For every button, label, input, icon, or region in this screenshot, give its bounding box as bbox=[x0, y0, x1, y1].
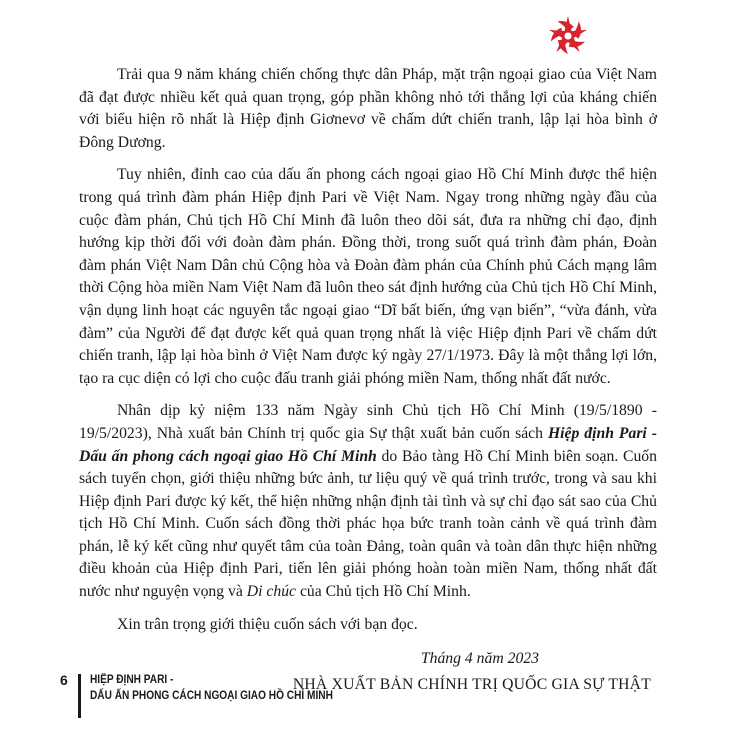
page-footer bbox=[60, 672, 460, 716]
running-title-line-2: DẤU ẤN PHONG CÁCH NGOẠI GIAO HỒ CHÍ MINH bbox=[90, 690, 333, 702]
paragraph-3-text-c: của Chủ tịch Hồ Chí Minh. bbox=[296, 583, 471, 601]
publication-date: Tháng 4 năm 2023 bbox=[420, 650, 539, 668]
book-title: Hiệp định Pari - Dấu ấn phong cách ngoại giao Hồ Chí Minh bbox=[79, 424, 657, 465]
page-body bbox=[79, 64, 657, 696]
paragraph-3 bbox=[79, 400, 657, 603]
paragraph-3-text-b: do Bảo tàng Hồ Chí Minh biên soạn. Cuốn sách tuyển chọn, giới thiệu những bức ảnh, tư liệu quý về quá trình trước, trong và sau khi Hiệp định Pari được ký kết, thể hiện những nhận định tài tình và sự chỉ đạo sát sao của Chủ tịch Hồ Chí Minh. Cuốn sách đồng thời phác họa bức tranh toàn cảnh về quá trình đàm phán, lễ ký kết cũng như quyết tâm của toàn Đảng, toàn quân và toàn dân thực hiện những điều khoản của Hiệp định Pari, tiến lên giải phóng hoàn toàn miền Nam, thống nhất đất nước như nguyện vọng và bbox=[79, 447, 657, 601]
paragraph-1: Trải qua 9 năm kháng chiến chống thực dân Pháp, mặt trận ngoại giao của Việt Nam đã đạt được nhiều kết quả quan trọng, góp phần không nhỏ tới thắng lợi của kháng chiến với biểu hiện rõ nhất là Hiệp định Giơnevơ về chấm dứt chiến tranh, lập lại hòa bình ở Đông Dương. bbox=[79, 66, 657, 151]
star-flower-logo-icon bbox=[546, 14, 590, 58]
page-number: 6 bbox=[60, 672, 68, 688]
running-title bbox=[90, 672, 333, 704]
paragraph-3-text-a: Nhân dịp kỷ niệm 133 năm Ngày sinh Chủ tịch Hồ Chí Minh (19/5/1890 - 19/5/2023), Nhà xuất bản Chính trị quốc gia Sự thật xuất bản cuốn sách bbox=[79, 402, 657, 442]
paragraph-2: Tuy nhiên, đỉnh cao của dấu ấn phong cách ngoại giao Hồ Chí Minh được thể hiện trong quá trình đàm phán Hiệp định Pari về Việt Nam. Ngay trong những ngày đầu của cuộc đàm phán, Chủ tịch Hồ Chí Minh đã luôn theo dõi sát, đưa ra những chỉ đạo, định hướng kịp thời đối với đoàn đàm phán. Đồng thời, trong suốt quá trình đàm phán, Đoàn đàm phán Việt Nam Dân chủ Cộng hòa và Đoàn đàm phán của Chính phủ Cách mạng lâm thời Cộng hòa miền Nam Việt Nam đã luôn theo sát định hướng của Chủ tịch Hồ Chí Minh, vận dụng linh hoạt các nguyên tắc ngoại giao “Dĩ bất biến, ứng vạn biến”, “vừa đánh, vừa đàm” của Người để đạt được kết quả quan trọng nhất là việc Hiệp định Pari về chấm dứt chiến tranh, lập lại hòa bình ở Việt Nam được ký ngày 27/1/1973. Đây là một thắng lợi lớn, tạo ra cục diện có lợi cho cuộc đấu tranh giải phóng miền Nam, thống nhất đất nước. bbox=[79, 166, 657, 387]
di-chuc-title: Di chúc bbox=[246, 583, 297, 601]
running-title-line-1: HIỆP ĐỊNH PARI - bbox=[90, 674, 174, 686]
publisher-signature: NHÀ XUẤT BẢN CHÍNH TRỊ QUỐC GIA SỰ THẬT bbox=[292, 676, 651, 694]
paragraph-4: Xin trân trọng giới thiệu cuốn sách với bạn đọc. bbox=[117, 615, 418, 633]
footer-divider bbox=[78, 674, 81, 718]
